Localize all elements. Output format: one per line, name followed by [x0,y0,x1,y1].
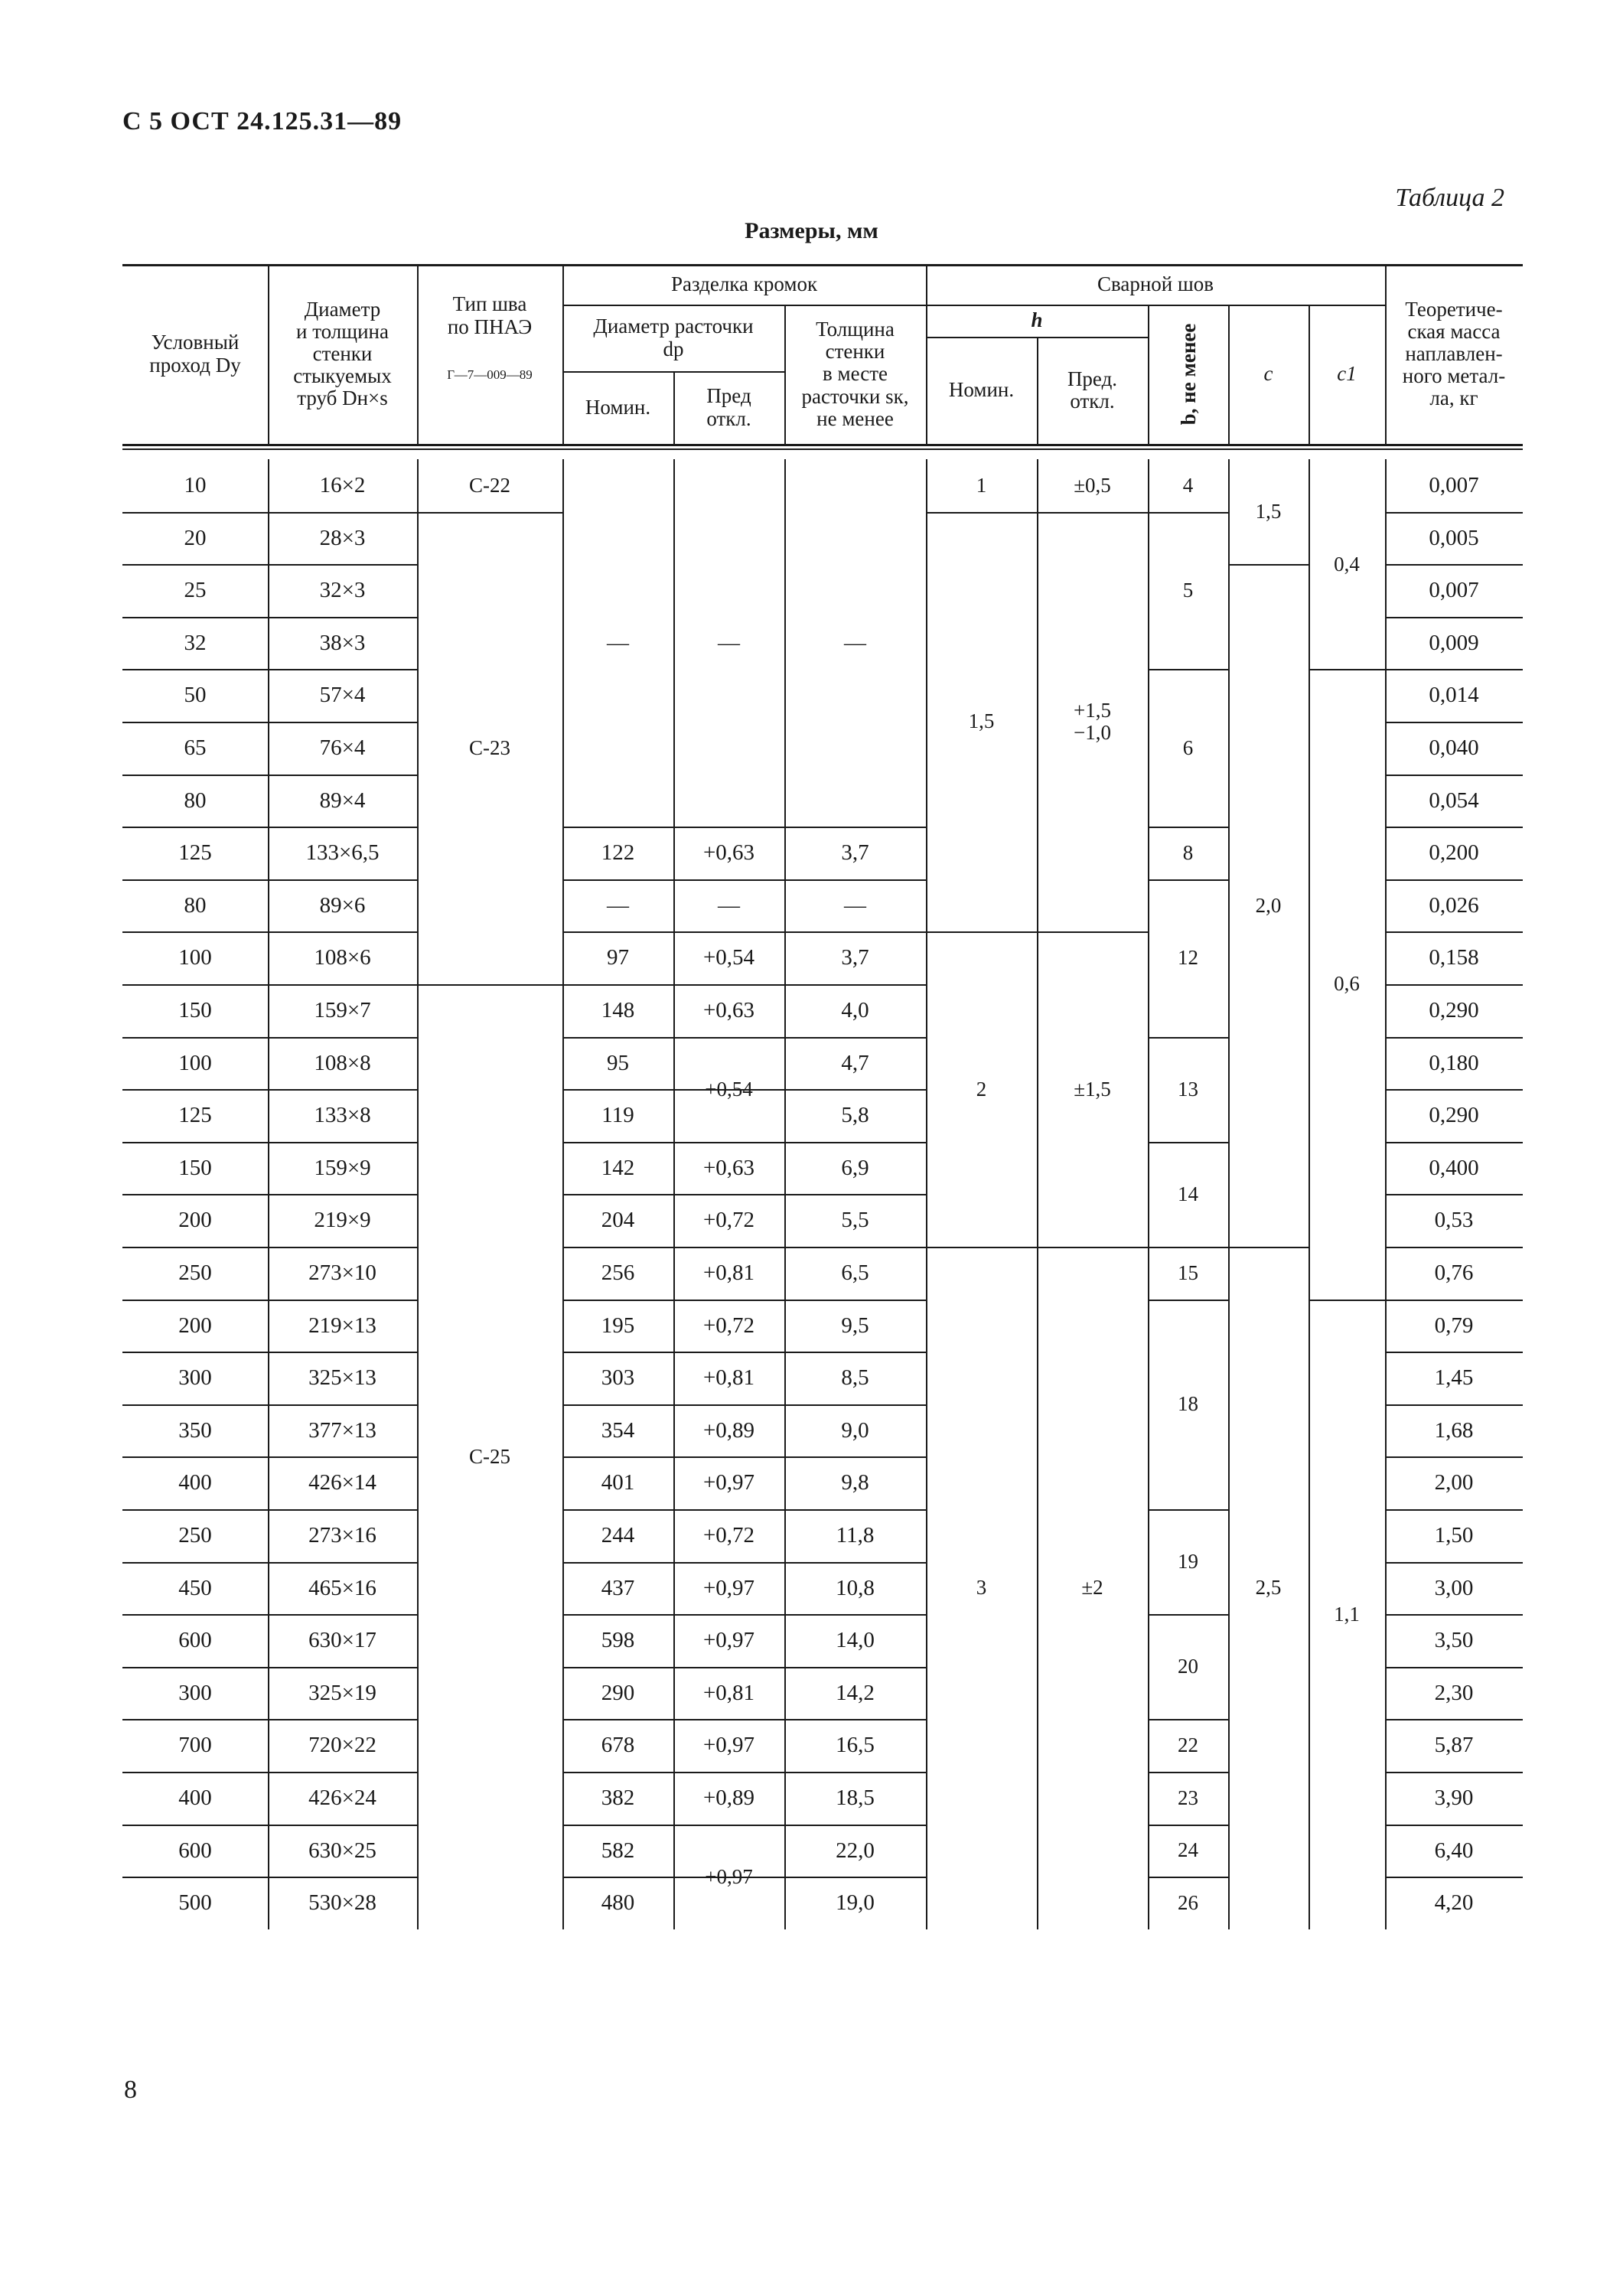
cell-mass: 0,005 [1429,525,1479,550]
cell-weld-type: С-22 [469,473,510,497]
cell-diameter: 16×2 [319,473,366,498]
cell-bore-diam: 195 [601,1313,635,1338]
cell-c1: 1,1 [1334,1602,1360,1626]
cell-b: 26 [1178,1890,1198,1914]
cell-mass: 0,007 [1429,473,1479,498]
cell-b: 4 [1182,473,1194,497]
cell-diameter: 219×13 [308,1313,376,1338]
cell-diameter: 426×24 [308,1786,376,1811]
cell-c1: 0,4 [1334,552,1360,576]
cell-wall-thk: 18,5 [836,1786,875,1811]
cell-wall-thk: 3,7 [841,840,869,866]
cell-dy: 100 [178,945,212,970]
cell-mass: 2,00 [1434,1470,1474,1495]
cell-diameter: 426×14 [308,1470,376,1495]
cell-mass: 1,68 [1434,1417,1474,1443]
cell-dy: 300 [178,1365,212,1391]
header-mass: Теоретиче- ская масса наплавлен- ного метал- ла, кг [1402,297,1506,410]
cell-bore-diam: — [607,892,629,918]
header-weld: Сварной шов [1097,272,1214,295]
cell-b: 8 [1182,840,1194,864]
cell-b: 24 [1178,1838,1198,1862]
cell-mass: 4,20 [1434,1890,1474,1916]
cell-dy: 100 [178,1050,212,1075]
cell-dy: 400 [178,1786,212,1811]
cell-dy: 600 [178,1628,212,1653]
header-bottom-rule [122,444,1523,446]
cell-h-dev: ±2 [1081,1576,1103,1600]
cell-h-nomin: 2 [976,1077,987,1101]
cell-wall-thk: — [844,892,866,918]
cell-bore-dev-dash: — [718,630,740,655]
cell-bore-diam: 142 [601,1155,635,1180]
cell-dy: 25 [184,578,207,603]
cell-diameter: 630×25 [308,1838,376,1863]
cell-wall-thk: 19,0 [836,1890,875,1916]
cell-wall-thk: 4,7 [841,1050,869,1075]
header-weld-type-code: Г—7—009—89 [447,367,533,382]
cell-dy: 200 [178,1208,212,1233]
header-bottom-rule-2 [122,448,1523,450]
cell-dy: 350 [178,1417,212,1443]
cell-wall-thk: 22,0 [836,1838,875,1863]
header-h-nomin: Номин. [948,378,1015,402]
cell-weld-type: С-25 [469,1444,510,1468]
cell-bore-diam: 290 [601,1680,635,1705]
cell-b: 20 [1178,1655,1198,1678]
header-weld-type: Тип шва по ПНАЭ [447,292,533,338]
cell-mass: 0,53 [1434,1208,1474,1233]
cell-mass: 0,054 [1429,788,1479,813]
cell-bore-diam: 354 [601,1417,635,1443]
cell-mass: 0,009 [1429,630,1479,655]
cell-mass: 0,180 [1429,1050,1479,1075]
cell-bore-diam: 303 [601,1365,635,1391]
cell-diameter: 133×6,5 [305,840,380,866]
cell-bore-dev: +0,97 [702,1470,755,1495]
cell-wall-thk: 4,0 [841,998,869,1023]
cell-wall-thk: 8,5 [841,1365,869,1391]
header-h: h [1031,308,1043,332]
cell-dy: 400 [178,1470,212,1495]
cell-bore-diam: 95 [607,1050,629,1075]
cell-dy: 300 [178,1680,212,1705]
cell-bore-dev-merged: +0,97 [705,1864,753,1888]
cell-b: 6 [1182,735,1194,759]
cell-dy: 250 [178,1261,212,1286]
header-c: c [1263,362,1273,386]
cell-dy: 700 [178,1733,212,1758]
cell-mass: 1,45 [1434,1365,1474,1391]
cell-b: 13 [1178,1077,1198,1101]
table-label: Таблица 2 [1395,184,1504,212]
cell-mass: 0,007 [1429,578,1479,603]
header-b: b, не менее [1176,323,1199,426]
cell-mass: 0,200 [1429,840,1479,866]
cell-wall-thk: 9,5 [841,1313,869,1338]
cell-wall-thk: 11,8 [836,1523,875,1548]
cell-mass: 2,30 [1434,1680,1474,1705]
cell-c: 1,5 [1255,500,1282,523]
cell-bore-dev: +0,89 [702,1417,755,1443]
cell-diameter: 133×8 [314,1103,371,1128]
cell-dy: 600 [178,1838,212,1863]
cell-mass: 0,400 [1429,1155,1479,1180]
cell-bore-dev-merged: +0,54 [705,1077,753,1101]
header-bore-dev: Пред откл. [706,384,751,430]
cell-bore-diam: 437 [601,1575,635,1600]
header-diameter: Диаметр и толщина стенки стыкуемых труб Dн×s [293,297,392,410]
cell-bore-diam: 119 [601,1103,634,1128]
cell-diameter: 465×16 [308,1575,376,1600]
cell-dy: 125 [178,840,212,866]
cell-mass: 0,026 [1429,892,1479,918]
cell-dy: 500 [178,1890,212,1916]
cell-wall-thk: 6,5 [841,1261,869,1286]
cell-b: 12 [1178,946,1198,970]
cell-wall-thk: 3,7 [841,945,869,970]
cell-diameter: 325×19 [308,1680,376,1705]
cell-bore-diam: 598 [601,1628,635,1653]
cell-dy: 80 [184,788,207,813]
cell-diameter: 57×4 [319,683,366,708]
cell-mass: 1,50 [1434,1523,1474,1548]
cell-diameter: 89×4 [319,788,366,813]
cell-bore-diam: 244 [601,1523,635,1548]
cell-bore-dev: +0,63 [702,1155,755,1180]
cell-mass: 0,290 [1429,998,1479,1023]
cell-dy: 125 [178,1103,212,1128]
cell-bore-diam: 382 [601,1786,635,1811]
header-bore-nomin: Номин. [585,395,651,419]
cell-dy: 80 [184,892,207,918]
cell-diameter: 38×3 [319,630,366,655]
cell-mass: 0,014 [1429,683,1479,708]
cell-mass: 3,00 [1434,1575,1474,1600]
cell-diameter: 159×9 [314,1155,371,1180]
cell-mass: 3,90 [1434,1786,1474,1811]
header-bore-diam: Диаметр расточки dр [593,315,754,360]
cell-bore-dev: +0,89 [702,1786,755,1811]
cell-mass: 6,40 [1434,1838,1474,1863]
cell-wall-thk: 9,8 [841,1470,869,1495]
cell-b: 14 [1178,1182,1198,1205]
cell-bore-dev: +0,97 [702,1733,755,1758]
cell-diameter: 273×10 [308,1261,376,1286]
header-wall-thk: Толщина стенки в месте расточки sк, не менее [801,318,909,430]
cell-bore-diam: 204 [601,1208,635,1233]
cell-mass: 3,50 [1434,1628,1474,1653]
header-edge-prep: Разделка кромок [670,272,818,295]
cell-diameter: 630×17 [308,1628,376,1653]
cell-wall-thk: 10,8 [836,1575,875,1600]
cell-diameter: 219×9 [314,1208,371,1233]
cell-diameter: 159×7 [314,998,371,1023]
cell-diameter: 89×6 [319,892,366,918]
cell-b: 5 [1182,578,1194,602]
cell-diameter: 32×3 [319,578,366,603]
cell-mass: 0,040 [1429,735,1479,761]
cell-diameter: 530×28 [308,1890,376,1916]
cell-diameter: 720×22 [308,1733,376,1758]
cell-bore-dev: +0,54 [702,945,755,970]
cell-mass: 0,158 [1429,945,1479,970]
units-label: Размеры, мм [745,218,878,243]
cell-dy: 50 [184,683,207,708]
cell-c: 2,5 [1255,1576,1282,1600]
cell-wall-thk-dash: — [844,630,866,655]
cell-mass: 5,87 [1434,1733,1474,1758]
cell-wall-thk: 14,0 [836,1628,875,1653]
cell-bore-dev: +0,81 [702,1680,755,1705]
cell-mass: 0,290 [1429,1103,1479,1128]
cell-dy: 20 [184,525,207,550]
cell-c: 2,0 [1255,893,1282,917]
cell-wall-thk: 6,9 [841,1155,869,1180]
cell-b: 15 [1178,1261,1198,1284]
cell-b: 19 [1178,1550,1198,1574]
cell-h-dev: ±0,5 [1074,473,1111,497]
cell-diameter: 273×16 [308,1523,376,1548]
header-dy: Условный проход Dу [149,331,241,377]
cell-wall-thk: 5,8 [841,1103,869,1128]
cell-bore-dev: +0,97 [702,1575,755,1600]
cell-bore-diam: 256 [601,1261,635,1286]
cell-diameter: 76×4 [319,735,366,761]
cell-diameter: 377×13 [308,1417,376,1443]
cell-b: 18 [1178,1392,1198,1416]
cell-dy: 32 [184,630,207,655]
cell-bore-diam: 401 [601,1470,635,1495]
cell-dy: 250 [178,1523,212,1548]
cell-dy: 200 [178,1313,212,1338]
cell-bore-diam: 122 [601,840,635,866]
cell-bore-dev: +0,97 [702,1628,755,1653]
cell-b: 23 [1178,1786,1198,1809]
cell-bore-dev: +0,81 [702,1365,755,1391]
cell-bore-dev: +0,72 [702,1523,755,1548]
cell-b: 22 [1178,1733,1198,1757]
cell-bore-dev: +0,63 [702,998,755,1023]
cell-dy: 150 [178,998,212,1023]
cell-wall-thk: 16,5 [836,1733,875,1758]
cell-mass: 0,76 [1434,1261,1474,1286]
cell-h-dev: +1,5 −1,0 [1074,698,1111,744]
cell-wall-thk: 5,5 [841,1208,869,1233]
cell-bore-dev: +0,81 [702,1261,755,1286]
cell-dy: 65 [184,735,207,761]
cell-bore-dev: — [718,892,740,918]
cell-weld-type: С-23 [469,735,510,759]
cell-bore-dev: +0,72 [702,1208,755,1233]
page-header-left: С 5 ОСТ 24.125.31—89 [122,107,402,135]
cell-bore-diam: 678 [601,1733,635,1758]
cell-bore-diam-dash: — [607,630,629,655]
cell-c1: 0,6 [1334,972,1360,996]
header-h-dev: Пред. откл. [1067,367,1118,413]
cell-h-dev: ±1,5 [1074,1077,1111,1101]
cell-diameter: 108×6 [314,945,371,970]
cell-diameter: 108×8 [314,1050,371,1075]
cell-dy: 10 [184,473,207,498]
cell-wall-thk: 14,2 [836,1680,875,1705]
header-c1: c1 [1337,362,1357,386]
cell-bore-diam: 582 [601,1838,635,1863]
cell-dy: 150 [178,1155,212,1180]
cell-h-nomin: 3 [976,1576,987,1600]
cell-diameter: 28×3 [319,525,366,550]
cell-diameter: 325×13 [308,1365,376,1391]
cell-bore-diam: 97 [607,945,629,970]
cell-h-nomin: 1 [976,473,987,497]
cell-bore-dev: +0,63 [702,840,755,866]
cell-bore-diam: 148 [601,998,635,1023]
cell-dy: 450 [178,1575,212,1600]
cell-mass: 0,79 [1434,1313,1474,1338]
page-number: 8 [124,2076,137,2104]
cell-bore-dev: +0,72 [702,1313,755,1338]
cell-wall-thk: 9,0 [841,1417,869,1443]
cell-bore-diam: 480 [601,1890,635,1916]
cell-h-nomin: 1,5 [968,709,995,733]
header-col-rule [1148,305,1149,444]
